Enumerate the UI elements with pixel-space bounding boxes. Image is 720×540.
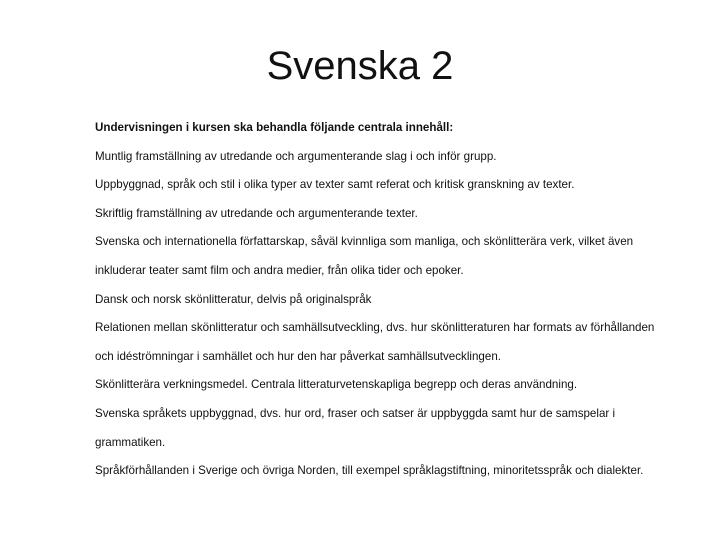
content-line: Svenska språkets uppbyggnad, dvs. hur ord, fraser och satser är uppbyggda samt hur de samspelar i — [95, 406, 616, 420]
content-line: Svenska och internationella författarskap, såväl kvinnliga som manliga, och skönlitterära verk, vilket även — [95, 235, 634, 249]
content-line: inkluderar teater samt film och andra medier, från olika tider och epoker. — [95, 263, 464, 277]
slide-title: Svenska 2 — [266, 44, 454, 88]
content-line: Dansk och norsk skönlitteratur, delvis på originalspråk — [95, 292, 372, 306]
content-line: och idéströmningar i samhället och hur den har påverkat samhällsutvecklingen. — [95, 349, 501, 363]
intro-line: Undervisningen i kursen ska behandla följande centrala innehåll: — [95, 121, 454, 134]
content-line: Muntlig framställning av utredande och argumenterande slag i och inför grupp. — [95, 149, 497, 163]
content-line: Relationen mellan skönlitteratur och samhällsutveckling, dvs. hur skönlitteraturen har formats av förhållanden — [95, 321, 655, 335]
content-list — [95, 118, 705, 490]
content-line: grammatiken. — [95, 435, 166, 449]
content-line: Språkförhållanden i Sverige och övriga Norden, till exempel språklagstiftning, minoritetsspråk och dialekter. — [95, 464, 644, 478]
content-line: Skriftlig framställning av utredande och argumenterande texter. — [95, 206, 418, 220]
content-line: Uppbyggnad, språk och stil i olika typer av texter samt referat och kritisk granskning av texter. — [95, 178, 575, 192]
content-line: Skönlitterära verkningsmedel. Centrala litteraturvetenskapliga begrepp och deras användning. — [95, 378, 578, 392]
